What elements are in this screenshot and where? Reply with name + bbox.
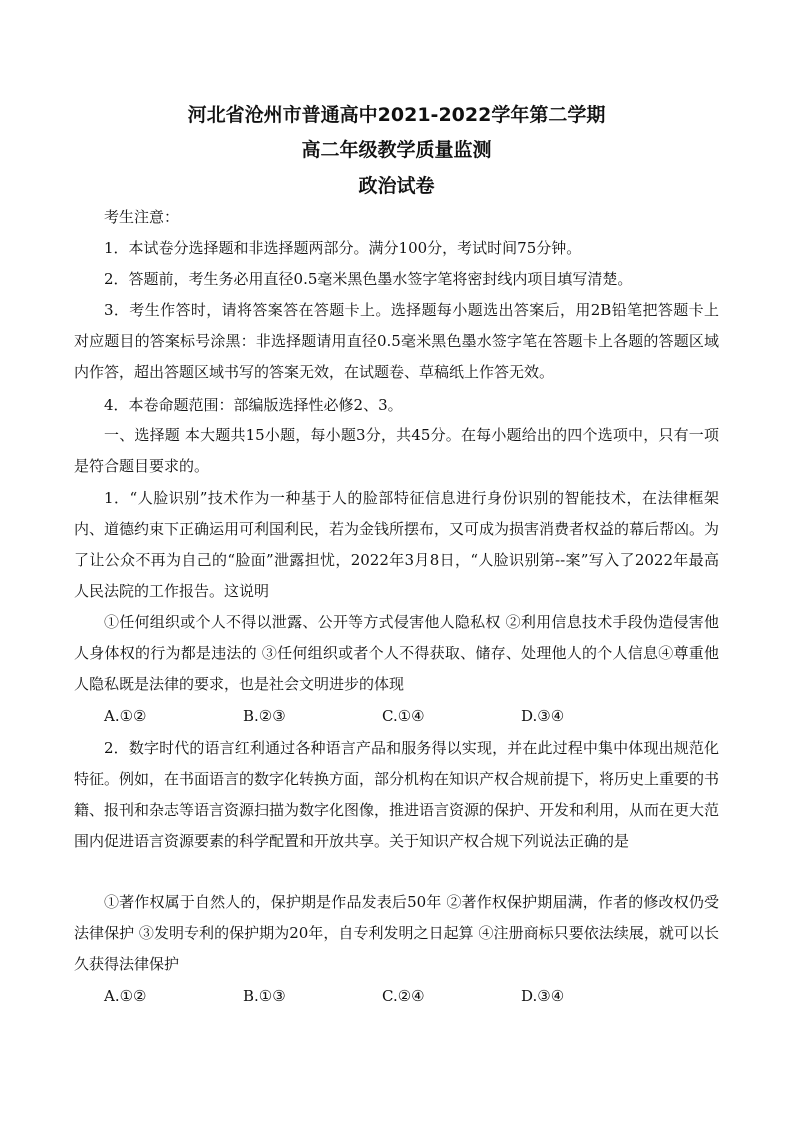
question-2-option-c: C.②④ (382, 987, 425, 1005)
exam-subtitle: 高二年级教学质量监测 (301, 139, 492, 161)
question-2-option-d: D.③④ (521, 987, 565, 1005)
notice-heading: 考生注意： (104, 208, 180, 226)
question-2-statements: ①著作权属于自然人的，保护期是作品发表后50年 ②著作权保护期届满，作者的修改权仍受法律保护 ③发明专利的保护期为20年，自专利发明之日起算 ④注册商标只要依法续展，就可以长久获得法律保护 (74, 893, 719, 973)
question-1-stem: 1．“人脸识别”技术作为一种基于人的脸部特征信息进行身份识别的智能技术，在法律框架内、道德约束下正确运用可利国利民，若为金钱所摆布，又可成为损害消费者权益的幕后帮凶。为了让公众不再为自己的“脸面”泄露担忧，2022年3月8日，“人脸识别第--案”写入了2022年最高人民法院的工作报告。这说明 (74, 489, 720, 600)
question-2-stem: 2．数字时代的语言红利通过各种语言产品和服务得以实现，并在此过程中集中体现出规范化特征。例如，在书面语言的数字化转换方面，部分机构在知识产权合规前提下，将历史上重要的书籍、报刊和杂志等语言资源扫描为数字化图像，推进语言资源的保护、开发和利用，从而在更大范围内促进语言资源要素的科学配置和开放共享。关于知识产权合规下列说法正确的是 (74, 739, 720, 850)
question-1-option-b: B.②③ (243, 707, 286, 725)
question-1-option-c: C.①④ (382, 707, 425, 725)
question-1-option-d: D.③④ (521, 707, 565, 725)
exam-title: 河北省沧州市普通高中2021-2022学年第二学期 (187, 104, 606, 126)
question-1-statements: ①任何组织或个人不得以泄露、公开等方式侵害他人隐私权 ②利用信息技术手段伪造侵害他人身体权的行为都是违法的 ③任何组织或者个人不得获取、储存、处理他人的个人信息④尊重他人隐私既是法律的要求，也是社会文明进步的体现 (74, 613, 719, 693)
notice-item-3: 3．考生作答时，请将答案答在答题卡上。选择题每小题选出答案后，用2B铅笔把答题卡上对应题目的答案标号涂黑：非选择题请用直径0.5毫米黑色墨水签字笔在答题卡上各题的答题区域内作答，超出答题区域书写的答案无效，在试题卷、草稿纸上作答无效。 (74, 301, 719, 381)
notice-item-1: 1．本试卷分选择题和非选择题两部分。满分100分，考试时间75分钟。 (104, 239, 582, 257)
notice-item-4: 4．本卷命题范围：部编版选择性必修2、3。 (104, 396, 403, 414)
notice-item-2: 2．答题前，考生务必用直径0.5毫米黑色墨水签字笔将密封线内项目填写清楚。 (104, 270, 633, 288)
question-2-option-a: A.①② (104, 987, 147, 1005)
question-2-option-b: B.①③ (243, 987, 286, 1005)
subject-title: 政治试卷 (358, 175, 435, 197)
question-1-option-a: A.①② (104, 707, 147, 725)
section-intro: 一、选择题 本大题共15小题，每小题3分，共45分。在每小题给出的四个选项中，只有一项是符合题目要求的。 (74, 426, 719, 475)
